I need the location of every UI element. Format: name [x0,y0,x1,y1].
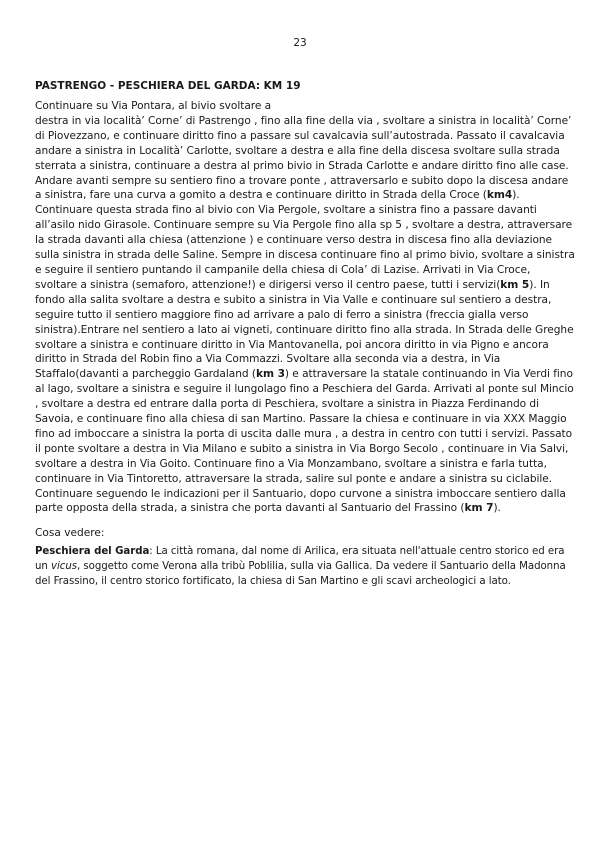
distance-marker: km4 [486,189,513,202]
distance-marker: km 3 [255,368,285,381]
route-text: ). [493,502,501,515]
sights-heading: Cosa vedere: [35,527,105,540]
distance-marker: km 5 [500,278,530,291]
route-text: destra in via località’ Corne’ di Pastrengo , fino alla fine della via , svoltare a sinistra in località’ Corne’ di Piovezzano, e continuare diritto fino a passare sul cavalcavia sull’autostrada. Passato il cavalcavia andare a sinistra in Località’ Carlotte, svoltare a destra e alla fine della discesa svoltare sulla strada sterrata a sinistra, continuare a destra al primo bivio in Strada Carlotte e andare diritto fino alle case. Andare avanti sempre su sentiero fino a trovare ponte , attraversarlo e subito dopo la discesa andare a sinistra, fare una curva a gomito a destra e continuare diritto in Strada della Croce ( [35,114,572,202]
distance-marker: km 7 [464,502,494,515]
route-paragraph [35,99,575,516]
route-text: ). In fondo alla salita svoltare a destra e subito a sinistra in Via Valle e continuare sul sentiero a destra, seguire tutto il sentiero maggiore fino ad arrivare a palo di ferro a sinistra (freccia gialla verso sinistra).Entrare nel sentiero a lato ai vigneti, continuare diritto fino alla strada. In Strada delle Greghe svoltare a sinistra e continuare diritto in Via Mantovanella, poi ancora diritto in via Pigno e ancora diritto in Strada del Robin fino a Via Commazzi. Svoltare alla seconda via a destra, in Via Staffalo(davanti a parcheggio Gardaland ( [35,278,574,381]
page-number: 23 [293,37,307,49]
section-title: PASTRENGO - PESCHIERA DEL GARDA: KM 19 [35,80,301,92]
sights-text-part-2: , soggetto come Verona alla tribù Poblilia, sulla via Gallica. Da vedere il Santuario della Madonna del Frassino, il centro storico fortificato, la chiesa di San Martino e gli scavi archeologici a lato. [35,561,566,588]
route-text: ) e attraversare la statale continuando in Via Verdi fino al lago, svoltare a sinistra e seguire il lungolago fino a Peschiera del Garda. Arrivati al ponte sul Mincio , svoltare a destra ed entrare dalla porta di Peschiera, svoltare a sinistra in Piazza Ferdinando di Savoia, e continuare fino alla chiesa di san Martino. Passare la chiesa e continuare in via XXX Maggio fino ad imboccare a sinistra la porta di uscita dalle mura , a destra in centro con tutti i servizi. Passato il ponte svoltare a destra in Via Milano e subito a sinistra in Via Borgo Secolo , continuare in Via Salvi, svoltare a destra in Via Goito. Continuare fino a Via Monzambano, svoltare a sinistra e farla tutta, continuare in Via Tintoretto, attraversare la strada, salire sul ponte e andare a sinistra su ciclabile. Continuare seguendo le indicazioni per il Santuario, dopo curvone a sinistra imboccare sentiero dalla parte opposta della strada, a sinistra che porta davanti al Santuario del Frassino ( [35,368,574,515]
sights-vicus-term: vicus [51,561,77,573]
route-body [35,115,575,515]
route-text: ). Continuare questa strada fino al bivio con Via Pergole, svoltare a sinistra fino a passare davanti all’asilo nido Girasole. Continuare sempre su Via Pergole fino alla sp 5 , svoltare a destra, attraversare la strada davanti alla chiesa (attenzione ) e continuare verso destra in discesa fino alla deviazione sulla sinistra in strada delle Saline. Sempre in discesa continuare fino al primo bivio, svoltare a sinistra e seguire il sentiero puntando il campanile della chiesa di Cola’ di Lazise. Arrivati in Via Croce, svoltare a sinistra (semaforo, attenzione!) e dirigersi verso il centro paese, tutti i servizi( [35,189,575,291]
sights-place-name: Peschiera del Garda [35,546,150,558]
route-lead: Continuare su Via Pontara, al bivio svoltare a [35,100,272,112]
sights-paragraph [35,544,575,589]
page-content [35,79,575,590]
sights-text-part-1: : La città romana, dal nome di Arilica, era situata nell'attuale centro storico ed era un [35,546,565,573]
